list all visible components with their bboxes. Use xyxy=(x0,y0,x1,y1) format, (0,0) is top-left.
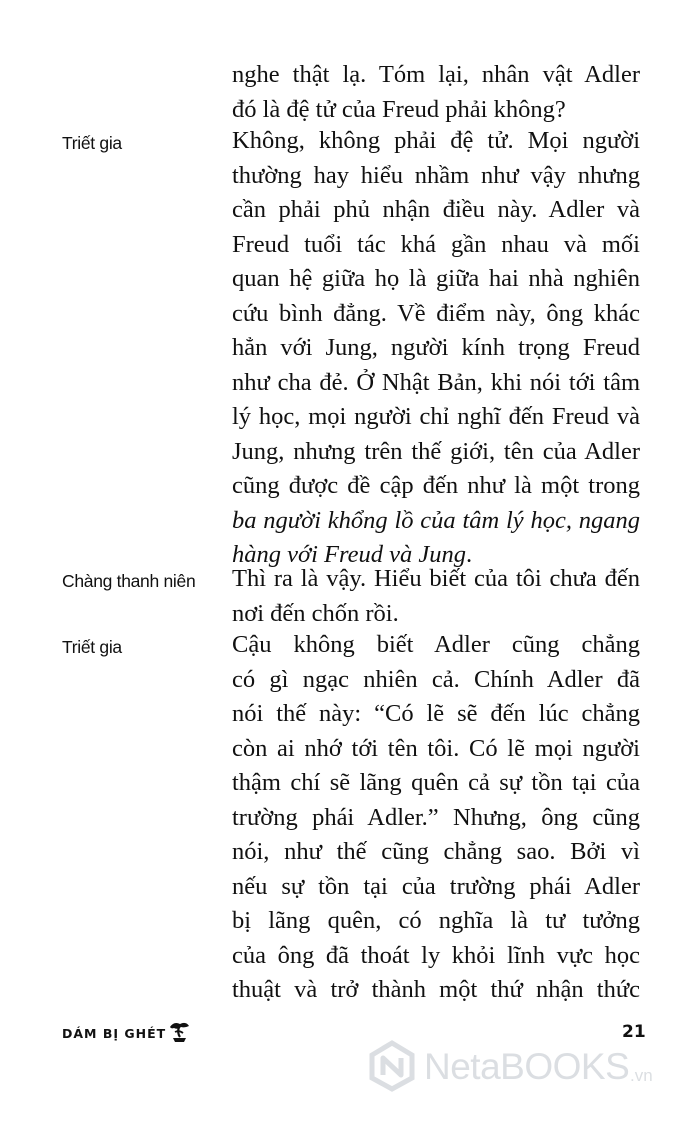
text-line: nơi đến chốn rồi. xyxy=(232,599,399,627)
watermark xyxy=(366,1040,666,1100)
text-line: hẳn với Jung, người kính trọng Freud xyxy=(232,334,640,361)
italic-text-line: ba người khổng lồ của tâm lý học, ngang xyxy=(232,506,640,534)
text-line: Không, không phải đệ tử. Mọi người xyxy=(232,127,640,154)
dialogue-text xyxy=(232,124,640,573)
page-number: 21 xyxy=(622,1022,646,1042)
bonsai-ornament-icon xyxy=(166,1018,192,1044)
text-line: cần phải phủ nhận điều này. Adler và xyxy=(232,196,640,223)
speaker-label: Triết gia xyxy=(62,133,122,153)
netabooks-logo-icon xyxy=(366,1040,418,1092)
text-line: thậm chí sẽ lãng quên cả sự tồn tại của xyxy=(232,769,640,796)
text-line: trường phái Adler.” Nhưng, ông cũng xyxy=(232,803,640,831)
text-line: cứu bình đẳng. Về điểm này, ông khác xyxy=(232,299,640,327)
text-line: thường hay hiểu nhầm như vậy nhưng xyxy=(232,161,640,189)
dialogue-text xyxy=(232,628,640,1008)
text-line: quan hệ giữa họ là giữa hai nhà nghiên xyxy=(232,265,640,292)
dialogue-continuation xyxy=(232,58,640,127)
text-line: lý học, mọi người chỉ nghĩ đến Freud và xyxy=(232,403,640,430)
text-line: bị lãng quên, có nghĩa là tư tưởng xyxy=(232,907,640,934)
period: . xyxy=(465,541,473,568)
text-line: như cha đẻ. Ở Nhật Bản, khi nói tới tâm xyxy=(232,368,640,396)
text-line: nói, như thế cũng chẳng sao. Bởi vì xyxy=(232,838,640,865)
text-line: cũng được đề cập đến như là một trong xyxy=(232,472,640,499)
text-line: còn ai nhớ tới tên tôi. Có lẽ mọi người xyxy=(232,734,640,762)
text-line: nếu sự tồn tại của trường phái Adler xyxy=(232,872,640,900)
text-line: thuật và trở thành một thứ nhận thức xyxy=(232,976,640,1003)
running-footer-title: DÁM BỊ GHÉT xyxy=(62,1026,167,1041)
italic-text: hàng với Freud và Jung xyxy=(232,541,466,568)
text-line: Cậu không biết Adler cũng chẳng xyxy=(232,631,640,658)
text-line: có gì ngạc nhiên cả. Chính Adler đã xyxy=(232,665,640,693)
text-line: nghe thật lạ. Tóm lại, nhân vật Adler xyxy=(232,61,640,88)
watermark-suffix: .vn xyxy=(630,1066,653,1085)
watermark-brand: NetaBOOKS xyxy=(424,1046,630,1087)
dialogue-text xyxy=(232,562,640,631)
speaker-label: Triết gia xyxy=(62,637,122,657)
text-line: nói thế này: “Có lẽ sẽ đến lúc chẳng xyxy=(232,700,640,727)
text-line: Freud tuổi tác khá gần nhau và mối xyxy=(232,230,640,258)
text-line: đó là đệ tử của Freud phải không? xyxy=(232,95,566,123)
text-line: Thì ra là vậy. Hiểu biết của tôi chưa đến xyxy=(232,565,640,592)
speaker-label: Chàng thanh niên xyxy=(62,571,196,591)
text-line: Jung, nhưng trên thế giới, tên của Adler xyxy=(232,437,640,465)
text-line: của ông đã thoát ly khỏi lĩnh vực học xyxy=(232,941,640,969)
